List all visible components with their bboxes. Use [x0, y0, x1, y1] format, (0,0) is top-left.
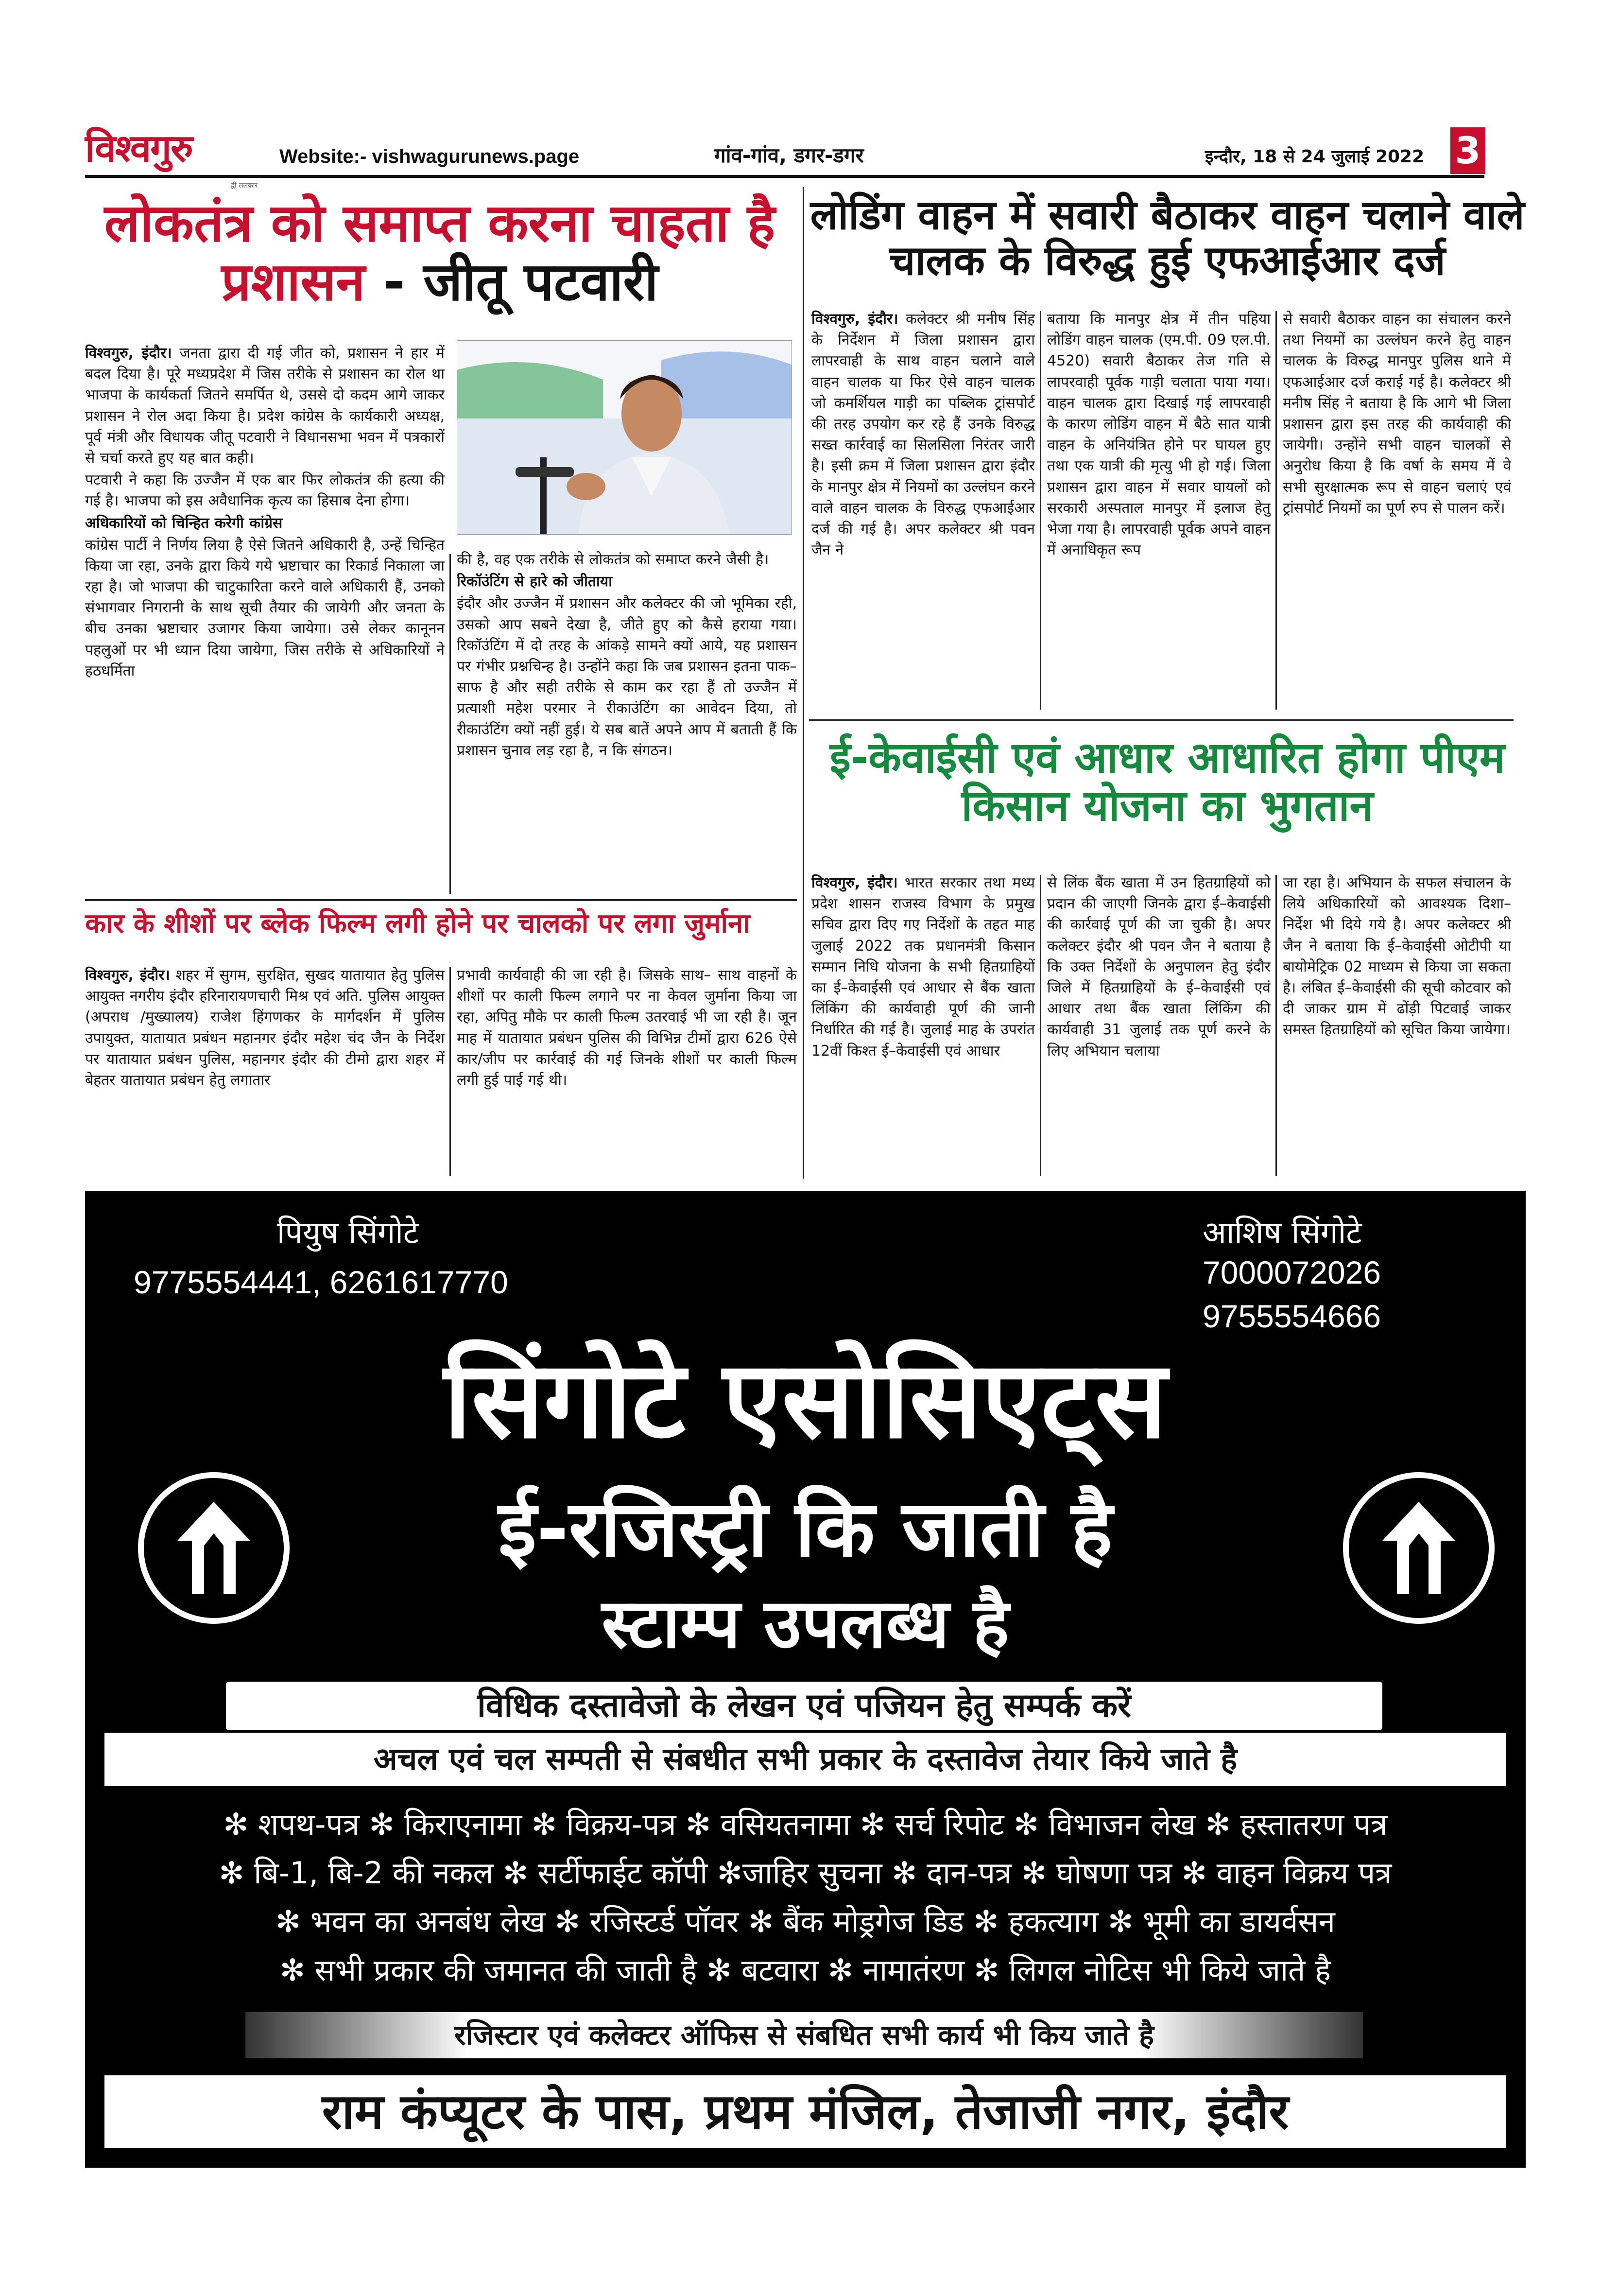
story1-headline-black: - जीतू पटवारी — [383, 251, 658, 313]
story1-column-1 — [85, 343, 445, 894]
story1-subhead-2: रिकॉउंटिंग से हारे को जीताया — [457, 573, 612, 591]
section-divider — [809, 719, 1514, 721]
story3-column-3 — [1283, 309, 1511, 712]
column-divider — [1275, 311, 1277, 710]
story3-headline[interactable]: लोडिंग वाहन में सवारी बैठाकर वाहन चलाने वाले चालक के विरुद्ध हुई एफआईआर दर्ज — [810, 191, 1525, 285]
story1-headline-red: लोकतंत्र को समाप्त करना चाहता है प्रशासन — [104, 193, 775, 313]
ad-services-line-4: ✻ सभी प्रकार की जमानत की जाती है ✻ बटवारा ✻ नामातंरण ✻ लिगल नोटिस भी किये जाते है — [279, 1952, 1331, 1988]
ad-contact-right-phone2[interactable]: 9755554666 — [1203, 1298, 1381, 1334]
slogan: गांव-गांव, डगर-डगर — [714, 143, 864, 167]
story2-para1: शहर में सुगम, सुरक्षित, सुखद यातायात हेतु पुलिस आयुक्त नगरीय इंदौर हरिनारायणचारी मिश्र एवं अति. पुलिस आयुक्त (अपराध /मुख्यालय) राजेश हिंगणकर के मार्गदर्शन में पुलिस उपायुक्त, यातायात प्रबंधन महानगर इंदौर महेश चंद जैन के निर्देश पर यातायात प्रबंधन पुलिस, महानगर इंदौर की टीमो द्वारा शहर में बेहतर यातायात प्रबंधन हेतु लगातार — [85, 967, 445, 1089]
page-divider — [803, 187, 804, 1179]
story3-col2: बताया कि मानपुर क्षेत्र में तीन पहिया लोडिंग वाहन चालक (एम.पी. 09 एल.पी. 4520) सवारी बैठाकर तेज गति से लापरवाही पूर्वक गाड़ी चलाता पाया गया। वाहन चालक द्वारा दिखाई गई लापरवाही के कारण लोडिंग वाहन में बैठे सात यात्री वाहन के अनियंत्रित होने पर घायल हुए तथा एक यात्री की मृत्यु भी हो गई। जिला प्रशासन द्वारा वाहन में सवार घायलों को सरकारी अस्पताल मानपुर में इलाज हेतु भेजा गया है। लापरवाही पूर्वक अपने वाहन में अनाधिकृत रूप — [1047, 311, 1271, 559]
page-number: 3 — [1450, 127, 1485, 174]
section-divider — [85, 899, 797, 901]
column-divider — [1275, 875, 1277, 1176]
story2-column-1 — [85, 965, 445, 1179]
logo-text: विश्वगुरु — [85, 126, 192, 171]
story3-dateline: विश्वगुरु, इंदौर। — [811, 311, 898, 328]
story4-column-3 — [1283, 872, 1511, 1179]
story3-col1: कलेक्टर श्री मनीष सिंह के निर्देशन में जिला प्रशासन द्वारा लापरवाही के साथ वाहन चलाने वाले वाहन चालक या फिर ऐसे वाहन चालक जो कमर्शियल गाड़ी का पब्लिक ट्रांसपोर्ट की तरह उपयोग कर रहे हैं उनके विरुद्ध सख्त कार्रवाई का सिलसिला निरंतर जारी है। इसी क्रम में जिला प्रशासन द्वारा इंदौर के मानपुर क्षेत्र में नियमों का उल्लंघन करने वाले वाहन चालक के विरुद्ध एफआईआर दर्ज की गई है। अपर कलेक्टर श्री पवन जैन ने — [811, 311, 1035, 559]
issue-date: इन्दौर, 18 से 24 जुलाई 2022 — [1205, 147, 1425, 167]
ad-contact-right-name: आशिष सिंगोटे — [1203, 1215, 1362, 1251]
ad-bar-property — [104, 1733, 1506, 1786]
story1-para3: कांग्रेस पार्टी ने निर्णय लिया है ऐसे जितने अधिकारी है, उन्हें चिन्हित किया जा रहा, उनके द्वारा किये गये भ्रष्टाचार का रिकार्ड निकाला जा रहा है। जो भाजपा की चाटुकारिता करने वाले अधिकारी हैं, उनको संभागवार निगरानी के साथ सूची तैयार की जायेगी और जनता के बीच उनका भ्रष्टाचार उजागर किया जायेगा। उसे लेकर कानूनन पहलुओं पर भी ध्यान दिया जायेगा, जिस तरीके से अधिकारियों ने हठधर्मिता — [85, 536, 445, 679]
ad-services-line-3: ✻ भवन का अनबंध लेख ✻ रजिस्टर्ड पॉवर ✻ बैंक मोड्रगेज डिड ✻ हकत्याग ✻ भूमी का डायर्वसन — [275, 1904, 1335, 1939]
ad-bar-property-text: अचल एवं चल सम्पती से संबधीत सभी प्रकार के दस्तावेज तेयार किये जाते है — [373, 1741, 1238, 1777]
header-rule — [85, 175, 1484, 178]
story1-column-2 — [457, 549, 797, 894]
story3-col3: से सवारी बैठाकर वाहन का संचालन करने तथा नियमों का उल्लंघन करने हेतु वाहन चालक के विरुद्ध मानपुर पुलिस थाने में एफआईआर दर्ज कराई गई है। कलेक्टर श्री मनीष सिंह ने बताया है कि आगे भी जिला प्रशासन द्वारा इस तरह की कार्यवाही की जायेगी। उन्होंने सभी वाहन चालकों से अनुरोध किया है कि वर्षा के समय में वे सभी सुरक्षात्मक रूप से वाहन चलाएं एवं ट्रांसपोर्ट नियमों का पूर्ण रुप से पालन करें। — [1283, 311, 1511, 517]
ad-bar-documents — [226, 1682, 1382, 1730]
story4-column-1 — [811, 872, 1035, 1179]
ad-line-stamp: स्टाम्प उपलब्ध है — [602, 1584, 1009, 1664]
ad-services-line-2: ✻ बि-1, बि-2 की नकल ✻ सर्टीफाईट कॉपी ✻जाहिर सुचना ✻ दान-पत्र ✻ घोषणा पत्र ✻ वाहन विक्रय पत्र — [219, 1855, 1392, 1891]
column-divider — [449, 554, 451, 894]
ad-address-text: राम कंप्यूटर के पास, प्रथम मंजिल, तेजाजी नगर, इंदौर — [322, 2083, 1289, 2140]
story4-dateline: विश्वगुरु, इंदौर। — [811, 874, 898, 891]
ad-contact-left-name: पियुष सिंगोटे — [277, 1215, 419, 1251]
column-divider — [1040, 311, 1041, 710]
ad-address[interactable] — [104, 2075, 1506, 2148]
ad-firm-name: सिंगोटे एसोसिएट्स — [444, 1338, 1167, 1462]
ad-contact-right-phone1[interactable]: 7000072026 — [1203, 1254, 1381, 1290]
ad-bar-registrar — [245, 2012, 1363, 2058]
story4-col1: भारत सरकार तथा मध्य प्रदेश शासन राजस्व विभाग के प्रमुख सचिव द्वारा दिए गए निर्देशों के तहत माह जुलाई 2022 तक प्रधानमंत्री किसान सम्मान निधि योजना के सभी हितग्राहियों का ई–केवाईसी एवं आधार से बैंक खाता लिंकिंग की कार्यवाही पूर्ण की जानी निर्धारित की गई है। जुलाई माह के उपरांत 12वीं किश्त ई–केवाईसी एवं आधार — [811, 874, 1035, 1060]
story4-column-2 — [1047, 872, 1271, 1179]
story1-para2: पटवारी ने कहा कि उज्जैन में एक बार फिर लोकतंत्र की हत्या की गई है। भाजपा को इस अवैधानिक कृत्य का हिसाब देना होगा। — [85, 471, 445, 510]
story3-column-2 — [1047, 309, 1271, 712]
ad-services-line-1: ✻ शपथ-पत्र ✻ किराएनामा ✻ विक्रय-पत्र ✻ वसियतनामा ✻ सर्च रिपोट ✻ विभाजन लेख ✻ हस्तातरण पत्र — [223, 1807, 1388, 1842]
story2-headline[interactable]: कार के शीशों पर ब्लेक फिल्म लगी होने पर चालको पर लगा जुर्माना — [85, 908, 750, 939]
story3-column-1 — [811, 309, 1035, 712]
advertisement-singote-associates[interactable] — [85, 1191, 1526, 2168]
jitu-patwari-photo — [457, 340, 792, 535]
story2-dateline: विश्वगुरु, इंदौर। — [85, 967, 170, 984]
story1-dateline: विश्वगुरु, इंदौर। — [85, 345, 172, 362]
ad-bar-registrar-text: रजिस्टार एवं कलेक्टर ऑफिस से संबधित सभी कार्य भी किय जाते है — [454, 2018, 1154, 2052]
newspaper-logo — [85, 126, 270, 190]
story2-para2: प्रभावी कार्यवाही की जा रही है। जिसके साथ– साथ वाहनों के शीशों पर काली फिल्म लगाने पर ना केवल जुर्माना किया जा रहा, अपितु मौके पर काली फिल्म उतरवाई भी जा रही है। जून माह में यातायात प्रबंधन पुलिस की विभिन्न टीमों द्वारा 626 ऐसे कार/जीप पर कार्रवाई की गई जिनके शीशों पर काली फिल्म लगी हुई पाई गई थी। — [457, 967, 797, 1089]
column-divider — [449, 967, 451, 1176]
story1-headline[interactable] — [83, 194, 797, 312]
story1-para5: इंदौर और उज्जैन में प्रशासन और कलेक्टर की जो भूमिका रही, उसको आप सबने देखा है, जीते हुए को कैसे हराया गया। रिकॉउंटिंग में दो तरह के आंकड़े सामने क्यों आये, यह प्रशासन पर गंभीर प्रश्नचिन्ह है। उन्होंने कहा कि जब प्रशासन इतना पाक–साफ है और सही तरीके से काम कर रहा हैं तो उज्जैन में प्रत्याशी महेश परमार ने रीकाउंटिंग का आवेदन दिया, तो रीकाउंटिंग क्यों नहीं हुई। ये सब बातें अपने आप में बताती हैं कि प्रशासन चुनाव लड़ रहा है, न कि संगठन। — [457, 595, 797, 759]
story4-col2: से लिंक बैंक खाता में उन हितग्राहियों को प्रदान की जाएगी जिनके द्वारा ई–केवाईसी की कार्रवाई पूर्ण की जा चुकी है। अपर कलेक्टर इंदौर श्री पवन जैन ने बताया है कि उक्त निर्देशों के अनुपालन हेतु इंदौर जिले में हितग्राहियों के ई–केवाईसी एवं आधार तथा बैंक खाता लिंकिंग की कार्यवाही 31 जुलाई तक पूर्ण करने के लिए अभियान चलाया — [1047, 874, 1271, 1060]
column-divider — [1040, 875, 1041, 1176]
press-conference-image — [457, 341, 792, 535]
story1-subhead-1: अधिकारियों को चिन्हित करेगी कांग्रेस — [85, 514, 283, 532]
story4-headline[interactable]: ई-केवाईसी एवं आधार आधारित होगा पीएम किसान योजना का भुगतान — [829, 732, 1505, 831]
ad-contact-left-phones[interactable]: 9775554441, 6261617770 — [134, 1264, 508, 1300]
story1-para1: जनता द्वारा दी गई जीत को, प्रशासन ने हार में बदल दिया है। पूरे मध्यप्रदेश में जिस तरीके से प्रशासन का रोल था भाजपा के कार्यकर्ता जितने समर्पित थे, उससे दो कदम आगे जाकर प्रशासन ने रोल अदा किया है। प्रदेश कांग्रेस के कार्यकारी अध्यक्ष, पूर्व मंत्री और विधायक जीतू पटवारी ने विधानसभा भवन में पत्रकारों से चर्चा करते हुए यह बात कही। — [85, 345, 445, 467]
logo-tagline: द्वी ललकार — [231, 182, 258, 190]
story2-column-2 — [457, 965, 797, 1179]
story1-para4: की है, वह एक तरीके से लोकतंत्र को समाप्त करने जैसी है। — [457, 551, 769, 568]
story4-col3: जा रहा है। अभियान के सफल संचालन के लिये अधिकारियों को आवश्यक दिशा–निर्देश भी दिये गये है। अपर कलेक्टर श्री जैन ने बताया कि ई–केवाईसी ओटीपी या बायोमेट्रिक 02 माध्यम से किया जा सकता है। लंबित ई–केवाईसी की सूची कोटवार को दी जाकर ग्राम में ढोंड़ी पिटवाई जाकर समस्त हितग्राहियों को सूचित किया जायेगा। — [1283, 874, 1511, 1039]
ad-line-e-registry: ई-रजिस्ट्री कि जाती है — [498, 1483, 1113, 1574]
website-link[interactable]: Website:- vishwagurunews.page — [279, 146, 580, 167]
ad-bar-documents-text: विधिक दस्तावेजो के लेखन एवं पजियन हेतु सम्पर्क करें — [477, 1687, 1131, 1725]
